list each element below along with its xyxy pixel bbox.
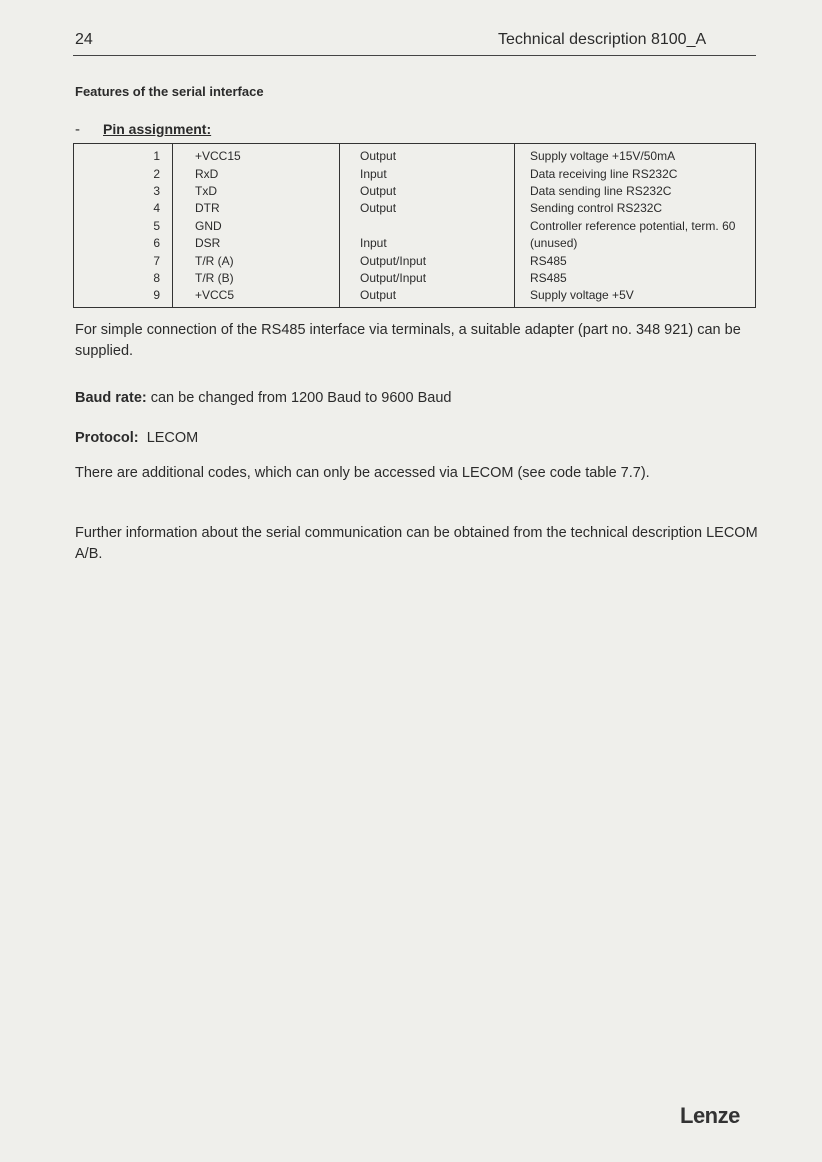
header-rule	[73, 55, 756, 56]
pin-signal: +VCC5	[173, 287, 340, 307]
table-row	[74, 200, 756, 217]
pin-signal: DSR	[173, 235, 340, 252]
pin-direction: Output/Input	[340, 270, 515, 287]
section-heading: Features of the serial interface	[75, 84, 264, 99]
pin-signal: T/R (B)	[173, 270, 340, 287]
pin-signal: +VCC15	[173, 144, 340, 166]
pin-direction: Input	[340, 235, 515, 252]
pin-assignment-table	[73, 143, 756, 308]
table-row	[74, 218, 756, 235]
adapter-paragraph: For simple connection of the RS485 interface via terminals, a suitable adapter (part no. 348 921) can be supplied.	[75, 322, 741, 359]
baud-rate-paragraph	[75, 388, 760, 409]
pin-number: 3	[74, 183, 173, 200]
page-header-title: Technical description 8100_A	[498, 31, 707, 48]
further-info-paragraph: Further information about the serial communication can be obtained from the technical description LECOM A/B.	[75, 525, 758, 562]
protocol-paragraph	[75, 428, 760, 449]
pin-signal: TxD	[173, 183, 340, 200]
pin-direction: Input	[340, 166, 515, 183]
pin-signal: DTR	[173, 200, 340, 217]
table-row	[74, 235, 756, 252]
pin-number: 9	[74, 287, 173, 307]
table-row	[74, 166, 756, 183]
codes-paragraph: There are additional codes, which can only be accessed via LECOM (see code table 7.7).	[75, 465, 650, 481]
pin-description: (unused)	[515, 235, 756, 252]
table-row	[74, 287, 756, 307]
table-row	[74, 270, 756, 287]
pin-direction: Output	[340, 183, 515, 200]
bullet-dash: -	[75, 121, 80, 138]
pin-signal: T/R (A)	[173, 253, 340, 270]
pin-number: 5	[74, 218, 173, 235]
baud-rate-text: can be changed from 1200 Baud to 9600 Baud	[146, 390, 452, 406]
pin-direction: Output	[340, 287, 515, 307]
lenze-logo: Lenze	[680, 1103, 740, 1128]
pin-number: 4	[74, 200, 173, 217]
table-row	[74, 183, 756, 200]
pin-description: RS485	[515, 253, 756, 270]
pin-number: 6	[74, 235, 173, 252]
pin-direction: Output/Input	[340, 253, 515, 270]
pin-description: RS485	[515, 270, 756, 287]
pin-signal: RxD	[173, 166, 340, 183]
pin-signal: GND	[173, 218, 340, 235]
pin-direction	[340, 218, 515, 235]
pin-number: 2	[74, 166, 173, 183]
table-row	[74, 253, 756, 270]
pin-direction: Output	[340, 144, 515, 166]
baud-rate-label: Baud rate:	[75, 390, 147, 406]
protocol-label: Protocol:	[75, 430, 139, 446]
pin-assignment-title: Pin assignment:	[103, 121, 212, 137]
pin-description: Data sending line RS232C	[515, 183, 756, 200]
pin-number: 1	[74, 144, 173, 166]
pin-description: Data receiving line RS232C	[515, 166, 756, 183]
pin-description: Controller reference potential, term. 60	[515, 218, 756, 235]
pin-description: Supply voltage +5V	[515, 287, 756, 307]
pin-description: Supply voltage +15V/50mA	[515, 144, 756, 166]
pin-description: Sending control RS232C	[515, 200, 756, 217]
table-row	[74, 144, 756, 166]
pin-number: 8	[74, 270, 173, 287]
pin-direction: Output	[340, 200, 515, 217]
page-number: 24	[75, 31, 93, 48]
protocol-value: LECOM	[138, 430, 199, 446]
pin-number: 7	[74, 253, 173, 270]
